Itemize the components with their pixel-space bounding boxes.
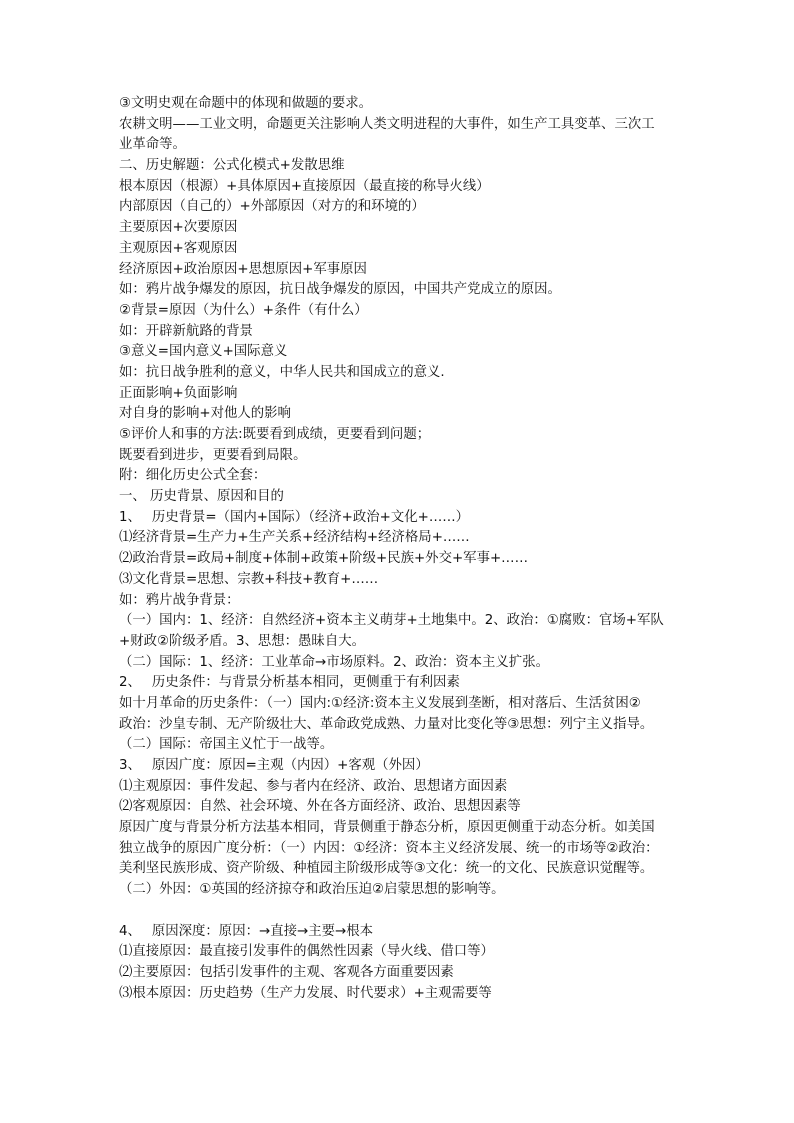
text-line: （二）国际：帝国主义忙于一战等。 bbox=[119, 737, 334, 753]
text-line: ⑶根本原因：历史趋势（生产力发展、时代要求）+主观需要等 bbox=[119, 985, 492, 1001]
text-line: 3、 原因广度：原因=主观（内因）+客观（外因） bbox=[119, 758, 429, 773]
text-line: +财政②阶级矛盾。3、思想：愚昧自大。 bbox=[119, 633, 365, 649]
text-line: 主要原因+次要原因 bbox=[119, 220, 238, 236]
text-line: 对自身的影响+对他人的影响 bbox=[119, 406, 291, 422]
text-line: ⑵主要原因：包括引发事件的主观、客观各方面重要因素 bbox=[119, 964, 454, 980]
text-line: ⑵政治背景=政局+制度+体制+政策+阶级+民族+外交+军事+…… bbox=[119, 551, 528, 567]
text-line: 既要看到进步，更要看到局限。 bbox=[119, 447, 307, 463]
text-line: （二）国际：1、经济：工业革命→市场原料。2、政治：资本主义扩张。 bbox=[119, 654, 549, 670]
appendix-heading: 附：细化历史公式全套： bbox=[119, 468, 267, 484]
text-line: 如：开辟新航路的背景 bbox=[119, 323, 253, 339]
text-line: 如：抗日战争胜利的意义，中华人民共和国成立的意义. bbox=[119, 364, 445, 380]
text-line: 原因广度与背景分析方法基本相同，背景侧重于静态分析，原因更侧重于动态分析。如美国 bbox=[119, 820, 655, 836]
text-line: 正面影响+负面影响 bbox=[119, 385, 238, 401]
text-line: ③文明史观在命题中的体现和做题的要求。 bbox=[119, 96, 373, 111]
text-line: （二）外因：①英国的经济掠夺和政治压迫②启蒙思想的影响等。 bbox=[119, 882, 505, 898]
text-line: 主观原因+客观原因 bbox=[119, 240, 238, 256]
text-line: ⑵客观原因：自然、社会环境、外在各方面经济、政治、思想因素等 bbox=[119, 799, 521, 815]
text-line: 1、 历史背景=（国内+国际）（经济+政治+文化+……） bbox=[119, 509, 470, 525]
text-line: 根本原因（根源）+具体原因+直接原因（最直接的称导火线） bbox=[119, 178, 490, 194]
text-line: 独立战争的原因广度分析：（一）内因：①经济：资本主义经济发展、统一的市场等②政治： bbox=[119, 840, 659, 856]
text-line: 美利坚民族形成、资产阶级、种植园主阶级形成等③文化：统一的文化、民族意识觉醒等。 bbox=[119, 861, 654, 877]
text-line: ⑤评价人和事的方法:既要看到成绩，更要看到问题； bbox=[119, 427, 431, 442]
text-line: 业革命等。 bbox=[119, 137, 186, 153]
text-line: ②背景=原因（为什么）+条件（有什么） bbox=[119, 302, 368, 318]
text-line: ③意义=国内意义+国际意义 bbox=[119, 344, 288, 360]
text-line: 政治：沙皇专制、无产阶级壮大、革命政党成熟、力量对比变化等③思想：列宁主义指导。 bbox=[119, 716, 654, 732]
text-line: 内部原因（自己的）+外部原因（对方的和环境的） bbox=[119, 199, 425, 215]
text-line: ⑴直接原因：最直接引发事件的偶然性因素（导火线、借口等） bbox=[119, 944, 494, 960]
text-line: ⑶文化背景=思想、宗教+科技+教育+…… bbox=[119, 571, 379, 587]
text-line: 2、 历史条件：与背景分析基本相同，更侧重于有利因素 bbox=[119, 675, 460, 691]
text-line: 如：鸦片战争爆发的原因，抗日战争爆发的原因，中国共产党成立的原因。 bbox=[119, 282, 561, 298]
document-body bbox=[119, 94, 691, 1004]
section-heading: 二、历史解题：公式化模式+发散思维 bbox=[119, 158, 345, 174]
text-line: 如：鸦片战争背景： bbox=[119, 592, 240, 608]
section-heading: 一、 历史背景、原因和目的 bbox=[119, 489, 284, 505]
text-line: 如十月革命的历史条件：（一）国内:①经济:资本主义发展到垄断，相对落后、生活贫困② bbox=[119, 695, 641, 711]
text-line: 经济原因+政治原因+思想原因+军事原因 bbox=[119, 261, 367, 277]
text-line: ⑴主观原因：事件发起、参与者内在经济、政治、思想诸方面因素 bbox=[119, 778, 508, 794]
text-line: 农耕文明——工业文明，命题更关注影响人类文明进程的大事件，如生产工具变革、三次工 bbox=[119, 116, 655, 132]
text-line: （一）国内：1、经济：自然经济+资本主义萌芽+土地集中。2、政治：①腐败：官场+军队 bbox=[119, 613, 664, 629]
text-line: 4、 原因深度：原因：→直接→主要→根本 bbox=[119, 923, 373, 939]
text-line: ⑴经济背景=生产力+生产关系+经济结构+经济格局+…… bbox=[119, 530, 470, 546]
blank-line bbox=[119, 901, 691, 922]
